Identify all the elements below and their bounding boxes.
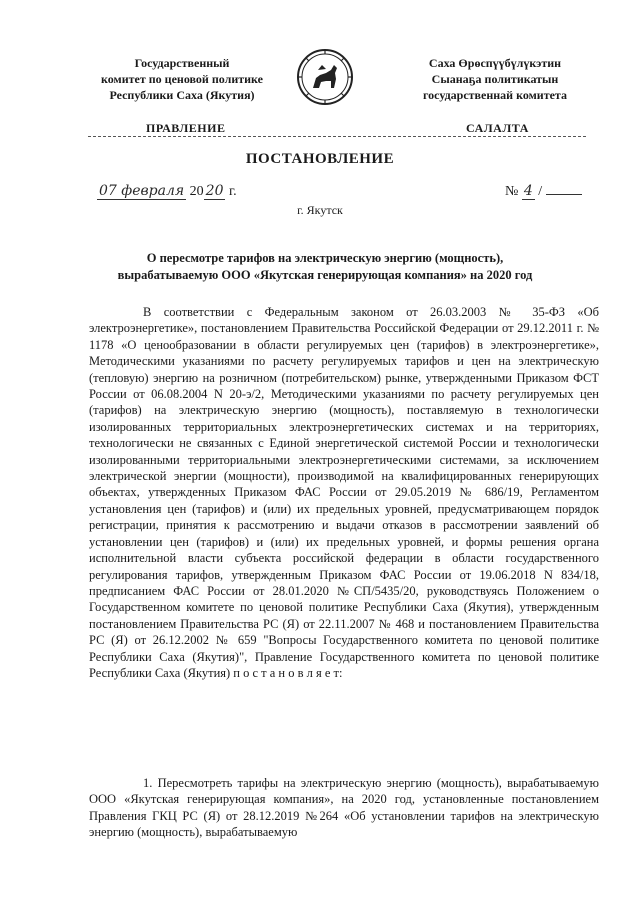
- resolution-item-1: 1. Пересмотреть тарифы на электрическую энергию (мощность), вырабатываемую ООО «Якутская генерирующая компания», на 2020 год, установленные постановлением Правления ГКЦ РС (Я) от 28.12.2019 №264 «Об установлении тарифов на электрическую энергию (мощность), вырабатываемую: [89, 776, 599, 840]
- header-right-line: Сыанаҕа политикатын: [431, 72, 559, 86]
- document-date: [97, 183, 237, 200]
- date-year-prefix: 20: [189, 184, 204, 199]
- number-sep: /: [538, 184, 543, 199]
- subject-line-2: вырабатываемую ООО «Якутская генерирующая компания» на 2020 год: [117, 268, 533, 282]
- document-title: ПОСТАНОВЛЕНИЕ: [245, 151, 395, 167]
- board-label-ru: ПРАВЛЕНИЕ: [146, 121, 226, 135]
- document-city: г. Якутск: [297, 203, 343, 217]
- preamble-paragraph: В соответствии с Федеральным законом от 26.03.2003 № 35-ФЗ «Об электроэнергетике», постановлением Правительства Российской Федерации от 29.12.2011 г. № 1178 «О ценообразовании в области регулируемых цен (тарифов) в электроэнергетике», Методическими указаниями по расчету регулируемых тарифов и цен на электрическую (тепловую) энергию на розничном (потребительском) рынке, утвержденными Приказом ФСТ России от 06.08.2004 N 20-э/2, Методическими указаниями по расчету регулируемых цен (тарифов) на электрическую энергию (мощность), поставляемую в технологически изолированных территориальных электроэнергетических системах и на территориях, технологически не связанных с Единой энергетической системой России и технологически изолированными территориальными электроэнергетическими системами, за исключением электрической энергии (мощности), производимой на квалифицированных генерирующих объектах, утвержденных Приказом ФАС России от 29.05.2019 № 686/19, Регламентом установления цен (тарифов) и (или) их предельных уровней, предусматривающем порядок регистрации, принятия к рассмотрению и выдачи отказов в рассмотрении заявлений об установлении цен (тарифов) и (или) их предельных уровней, и формы решения органа исполнительной власти субъекта российской федерации в области государственного регулирования тарифов, утвержденным Приказом ФАС России от 19.06.2018 N 834/18, предписанием ФАС России от 28.01.2020 №СП/5435/20, руководствуясь Положением о Государственном комитете по ценовой политике Республики Саха (Якутия), утвержденным постановлением Правительства РС (Я) от 22.11.2007 № 468 и постановлением Правительства РС (Я) от 26.12.2002 № 659 "Вопросы Государственного комитета по ценовой политике Республики Саха (Якутия)", Правление Государственного комитета по ценовой политике Республики Саха (Якутия) п о с т а н о в л я е т:: [89, 305, 599, 680]
- subject-line-1: О пересмотре тарифов на электрическую энергию (мощность),: [146, 251, 504, 265]
- header-divider: [88, 136, 586, 137]
- coat-of-arms-icon: [296, 48, 354, 106]
- number-blank: [546, 194, 582, 195]
- date-day-month: 07 февраля: [99, 183, 185, 199]
- document-number: [505, 183, 582, 200]
- header-left-line: комитет по ценовой политике: [101, 72, 263, 86]
- date-g: г.: [228, 184, 237, 199]
- header-left-org: [82, 55, 282, 103]
- date-year-suffix: 20: [205, 183, 224, 199]
- header-right-org: [395, 55, 595, 103]
- header-left-line: Государственный: [134, 56, 230, 70]
- header-left-line: Республики Саха (Якутия): [109, 88, 255, 102]
- number-value: 4: [523, 183, 533, 199]
- number-prefix: №: [505, 184, 519, 199]
- board-label-sakha: САЛАЛТА: [466, 121, 529, 135]
- header-right-line: Саха Өрөспүүбүлүкэтин: [428, 56, 562, 70]
- header-right-line: государственнай комитета: [423, 88, 567, 102]
- document-subject: [110, 250, 540, 284]
